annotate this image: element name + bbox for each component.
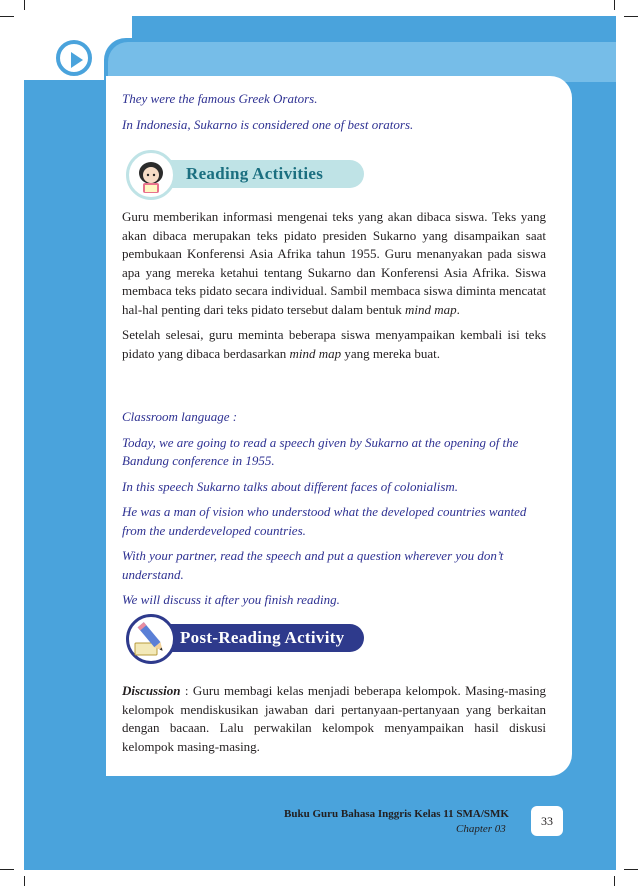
pencil-icon — [126, 614, 176, 664]
girl-reading-icon — [126, 150, 176, 200]
reading-activities-header — [126, 150, 366, 200]
reading-paragraph — [122, 208, 546, 319]
reading-text: Guru memberikan informasi mengenai teks yang akan dibaca siswa. Teks yang akan dibaca merupakan teks pidato presiden Sukarno yang disampaikan saat pembukaan Konferensi Asia Afrika tahun 1955. Guru menanyakan pada siswa apa yang mereka ketahui tentang Sukarno dan Konferensi Asia Afrika. Siswa membaca teks pidato secara individual. Sambil membaca siswa diminta mencatat hal-hal penting dari teks pidato tersebut dalam bentuk — [122, 209, 546, 317]
crop-mark — [24, 0, 25, 10]
reading-text: . — [456, 301, 460, 317]
classroom-language — [122, 408, 546, 610]
discussion-label: Discussion — [122, 683, 181, 698]
crop-mark — [0, 869, 14, 870]
intro-line: They were the famous Greek Orators. — [122, 91, 318, 106]
reading-paragraph — [122, 326, 546, 363]
crop-mark — [624, 16, 638, 17]
classroom-line: In this speech Sukarno talks about different faces of colonialism. — [122, 478, 459, 494]
mind-map-term: mind map — [405, 301, 457, 317]
post-reading-title: Post-Reading Activity — [180, 628, 345, 647]
post-reading-header — [126, 614, 366, 664]
classroom-line: We will discuss it after you finish reading. — [122, 592, 340, 607]
discussion-paragraph — [122, 682, 546, 756]
book-title: Buku Guru Bahasa Inggris Kelas 11 SMA/SMK — [284, 808, 509, 820]
intro-text — [122, 90, 546, 134]
classroom-line: With your partner, read the speech and put a question wherever you don’t understand. — [122, 548, 504, 582]
discussion-text: : Guru membagi kelas menjadi beberapa kelompok. Masing-masing kelompok mendiskusikan jawaban dari pertanyaan-pertanyaan yang berkaitan dengan bacaan. Lalu perwakilan kelompok menyampaikan hasil diskusi kelompok masing-masing. — [122, 683, 546, 754]
classroom-line: Today, we are going to read a speech given by Sukarno at the opening of the Bandung conference in 1955. — [122, 434, 519, 468]
page-number: 33 — [531, 806, 563, 836]
mind-map-term: mind map — [289, 345, 342, 361]
chapter-label: Chapter 03 — [456, 823, 506, 835]
reading-activities-title: Reading Activities — [186, 164, 324, 183]
reading-text: yang mereka buat. — [341, 345, 441, 361]
crop-mark — [614, 0, 615, 10]
crop-mark — [0, 16, 14, 17]
crop-mark — [614, 876, 615, 886]
play-icon[interactable] — [56, 40, 92, 76]
classroom-line: He was a man of vision who understood what the developed countries wanted from the underdeveloped countries. — [122, 504, 527, 538]
reading-body — [122, 208, 546, 363]
crop-mark — [624, 869, 638, 870]
intro-line: In Indonesia, Sukarno is considered one of best orators. — [122, 116, 414, 132]
crop-mark — [24, 876, 25, 886]
reading-text: Setelah selesai, guru meminta beberapa siswa menyampaikan kembali isi teks pidato yang dibaca berdasarkan — [122, 327, 546, 361]
classroom-heading: Classroom language : — [122, 409, 238, 424]
